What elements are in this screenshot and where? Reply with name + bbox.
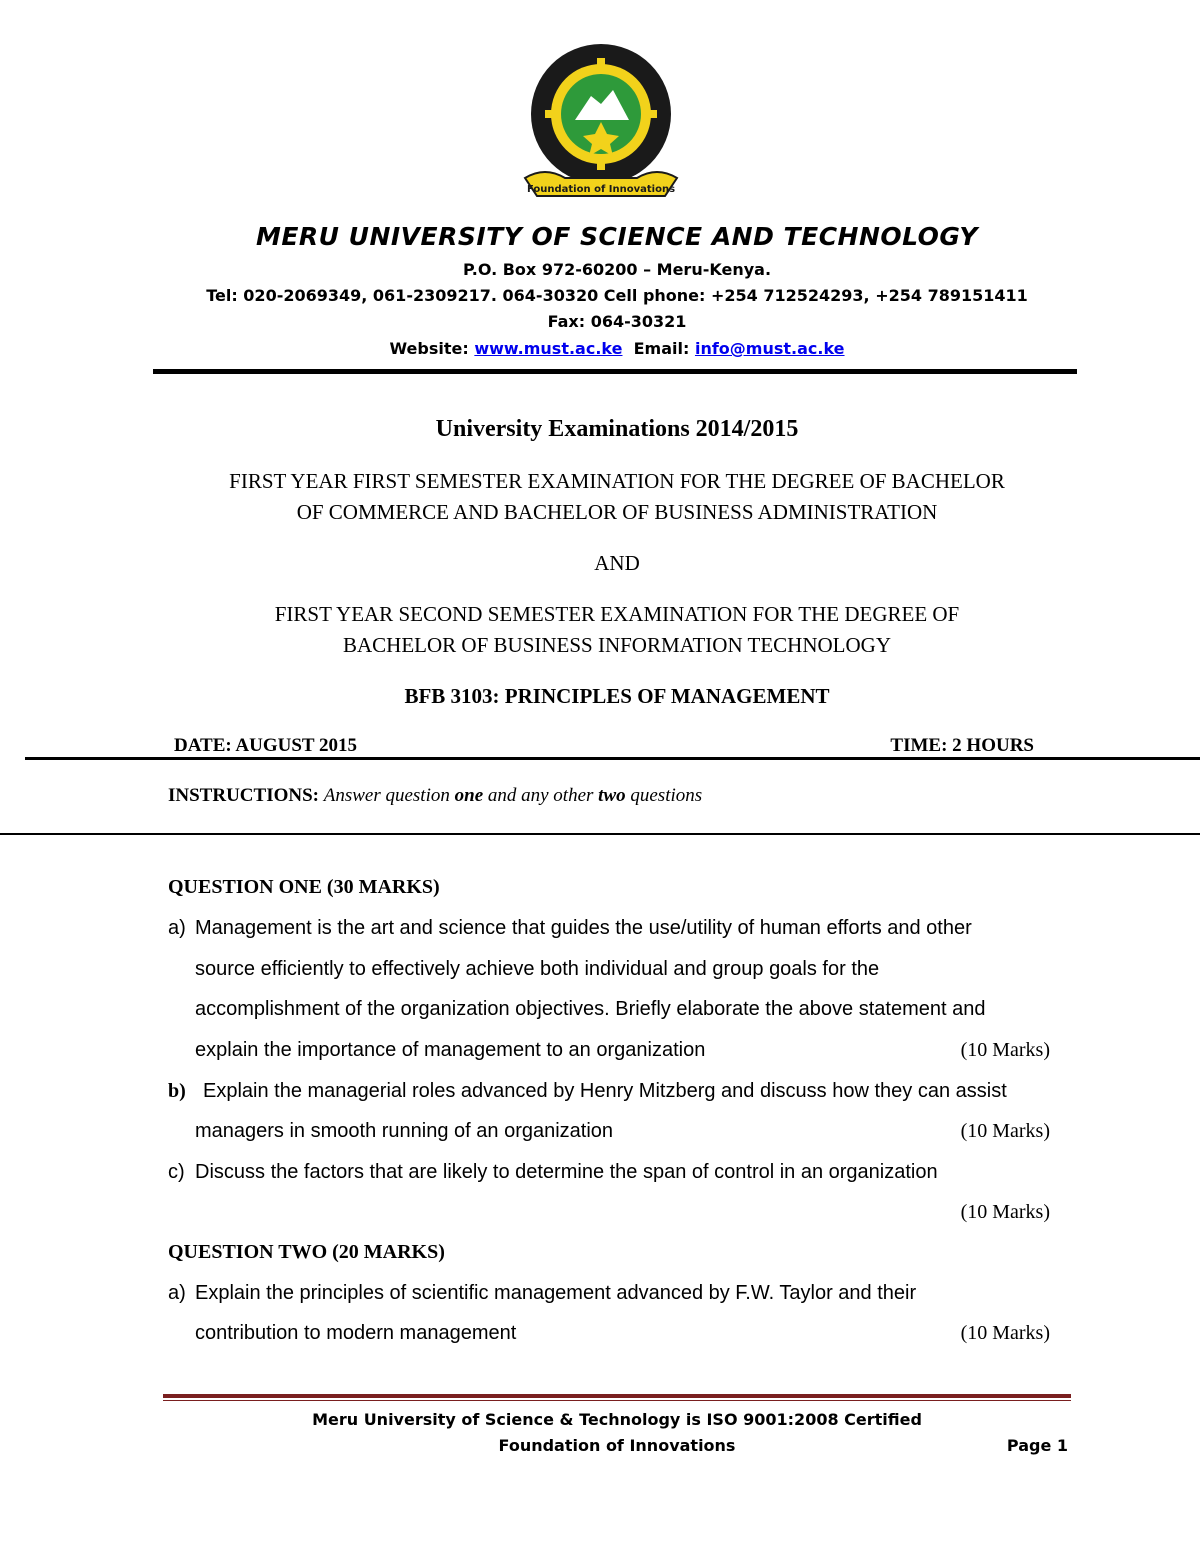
footer-motto: Foundation of Innovations [498, 1436, 736, 1455]
instructions-text-c: and any other [483, 785, 599, 806]
instructions-rule [0, 833, 1200, 835]
q2a-line-1: Explain the principles of scientific management advanced by F.W. Taylor and their [195, 1282, 917, 1304]
svg-text:Foundation of Innovations: Foundation of Innovations [526, 184, 676, 195]
exam-line-4: BACHELOR OF BUSINESS INFORMATION TECHNOLOGY [343, 633, 891, 657]
instructions-text-d: two [598, 785, 626, 806]
exam-time: TIME: 2 HOURS [890, 735, 1034, 756]
q1b-marks: (10 Marks) [960, 1120, 1050, 1142]
instructions-text-e: questions [625, 785, 703, 806]
q1c-label: c) [168, 1161, 185, 1183]
university-logo [515, 38, 687, 210]
email-link[interactable]: info@must.ac.ke [694, 339, 845, 358]
q1a-line-3: accomplishment of the organization objectives. Briefly elaborate the above statement and [195, 998, 986, 1020]
instructions-label: INSTRUCTIONS: [168, 785, 319, 806]
q2a-line-2: contribution to modern management [195, 1322, 517, 1344]
exam-title: University Examinations 2014/2015 [435, 416, 799, 442]
q2a-marks: (10 Marks) [960, 1322, 1050, 1344]
website-email-line [0, 339, 1200, 358]
q1b-line-1: Explain the managerial roles advanced by Henry Mitzberg and discuss how they can assist [203, 1080, 1007, 1102]
q1b-label: b) [168, 1080, 186, 1102]
university-name: MERU UNIVERSITY OF SCIENCE AND TECHNOLOGY [255, 222, 979, 251]
exam-and: AND [594, 551, 640, 575]
q1c-marks: (10 Marks) [960, 1201, 1050, 1223]
date-rule [25, 757, 1200, 760]
instructions-text-a: Answer question [323, 785, 455, 806]
footer-certification: Meru University of Science & Technology is ISO 9001:2008 Certified [312, 1410, 922, 1429]
q1a-marks: (10 Marks) [960, 1039, 1050, 1061]
exam-date: DATE: AUGUST 2015 [174, 735, 357, 756]
footer-rule-thin [163, 1400, 1071, 1401]
website-label: Website: [389, 339, 469, 358]
exam-line-3: FIRST YEAR SECOND SEMESTER EXAMINATION FOR THE DEGREE OF [274, 602, 960, 626]
q1c-line-1: Discuss the factors that are likely to determine the span of control in an organization [195, 1161, 938, 1183]
q1a-line-4: explain the importance of management to an organization [195, 1039, 706, 1061]
email-label: Email: [633, 339, 690, 358]
fax: Fax: 064-30321 [547, 312, 687, 331]
instructions-text-b: one [454, 785, 484, 806]
course-title: BFB 3103: PRINCIPLES OF MANAGEMENT [404, 684, 830, 708]
website-link[interactable]: www.must.ac.ke [474, 339, 623, 358]
telephone: Tel: 020-2069349, 061-2309217. 064-30320 Cell phone: +254 712524293, +254 789151411 [206, 286, 1028, 305]
exam-line-1: FIRST YEAR FIRST SEMESTER EXAMINATION FOR THE DEGREE OF BACHELOR [229, 469, 1005, 493]
po-box: P.O. Box 972-60200 – Meru-Kenya. [462, 260, 772, 279]
q2a-label: a) [168, 1282, 186, 1304]
question-one-heading: QUESTION ONE (30 MARKS) [168, 876, 440, 898]
instructions [168, 785, 702, 807]
question-two-heading: QUESTION TWO (20 MARKS) [168, 1241, 445, 1263]
exam-line-2: OF COMMERCE AND BACHELOR OF BUSINESS ADMINISTRATION [296, 500, 938, 524]
q1a-label: a) [168, 917, 186, 939]
q1a-line-1: Management is the art and science that guides the use/utility of human efforts and other [195, 917, 972, 939]
page-number: Page 1 [1006, 1436, 1068, 1455]
q1b-line-2: managers in smooth running of an organization [195, 1120, 614, 1142]
header-rule [153, 369, 1077, 374]
q1a-line-2: source efficiently to effectively achieve both individual and group goals for the [195, 958, 880, 980]
footer-rule-thick [163, 1394, 1071, 1398]
